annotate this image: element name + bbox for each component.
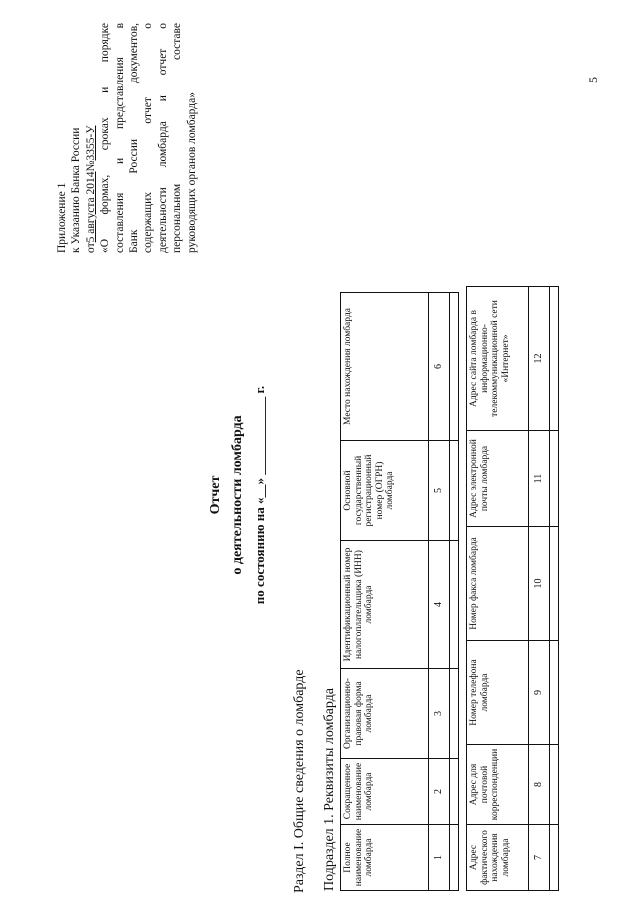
- appendix-last-line: руководящих органов ломбарда»: [185, 92, 198, 253]
- header-cell: Идентификационный номер налогоплательщика (ИНН) ломбарда: [341, 541, 429, 669]
- column-number: 7: [529, 825, 550, 891]
- table-empty-row: [550, 287, 559, 891]
- header-cell: Основной государственный регистрационный номер (ОГРН) ломбарда: [341, 441, 429, 541]
- column-number: 9: [529, 641, 550, 745]
- empty-cell: [450, 759, 459, 825]
- table-header-row: [467, 287, 529, 891]
- appendix-number: 3355-У: [84, 125, 97, 161]
- appendix-date-prefix: от: [84, 242, 97, 253]
- empty-cell: [550, 431, 559, 527]
- appendix-body-line: Банк России документов,: [128, 23, 141, 253]
- column-number: 8: [529, 745, 550, 825]
- section-title: Раздел I. Общие сведения о ломбарде: [292, 669, 307, 893]
- column-number: 11: [529, 431, 550, 527]
- report-date-line: по состоянию на «__» ____________ г.: [252, 385, 267, 605]
- column-number: 5: [429, 441, 450, 541]
- appendix-body-line: деятельности ломбарда и отчет о: [156, 23, 169, 253]
- table-number-row: [429, 293, 450, 891]
- header-cell: Адрес электронной почты ломбарда: [467, 431, 529, 527]
- table-empty-row: [450, 293, 459, 891]
- subsection-title: Подраздел 1. Реквизиты ломбарда: [322, 688, 337, 891]
- appendix-body-line: содержащих отчет о: [142, 23, 155, 253]
- empty-cell: [450, 441, 459, 541]
- requisites-table-2: [466, 286, 559, 891]
- requisites-table-1: [340, 292, 459, 891]
- column-number: 4: [429, 541, 450, 669]
- appendix-line-1: Приложение 1: [56, 182, 68, 253]
- empty-cell: [550, 527, 559, 641]
- appendix-body-line: персональном составе: [171, 23, 184, 253]
- column-number: 6: [429, 293, 450, 441]
- appendix-line-2: к Указанию Банка России: [70, 127, 83, 253]
- header-cell: Место нахождения ломбарда: [341, 293, 429, 441]
- empty-cell: [550, 825, 559, 891]
- column-number: 2: [429, 759, 450, 825]
- report-title: [205, 235, 271, 755]
- header-cell: Адрес сайта ломбарда в информационно-телекоммуникационной сети «Интернет»: [467, 287, 529, 431]
- header-cell: Номер факса ломбарда: [467, 527, 529, 641]
- report-title-line-1: Отчет: [208, 475, 223, 515]
- table-header-row: [341, 293, 429, 891]
- page-number: 5: [586, 77, 600, 83]
- empty-cell: [450, 825, 459, 891]
- column-number: 3: [429, 669, 450, 759]
- column-number: 10: [529, 527, 550, 641]
- appendix-line-3: [84, 23, 98, 253]
- empty-cell: [550, 745, 559, 825]
- report-title-line-2: о деятельности ломбарда: [230, 415, 245, 575]
- appendix-body-line: составления и представления в: [113, 23, 126, 253]
- appendix-block: [55, 23, 199, 253]
- column-number: 1: [429, 825, 450, 891]
- header-cell: Номер телефона ломбарда: [467, 641, 529, 745]
- header-cell: Полное наименование ломбарда: [341, 825, 429, 891]
- appendix-body-line: «О формах, сроках и порядке: [99, 23, 112, 253]
- column-number: 12: [529, 287, 550, 431]
- empty-cell: [450, 669, 459, 759]
- empty-cell: [450, 293, 459, 441]
- header-cell: Сокращенное наименование ломбарда: [341, 759, 429, 825]
- header-cell: Адрес для почтовой корреспонденции: [467, 745, 529, 825]
- table-number-row: [529, 287, 550, 891]
- empty-cell: [450, 541, 459, 669]
- empty-cell: [550, 287, 559, 431]
- header-cell: Организационно-правовая форма ломбарда: [341, 669, 429, 759]
- empty-cell: [550, 641, 559, 745]
- appendix-number-sign: №: [84, 160, 97, 172]
- header-cell: Адрес фактического нахождения ломбарда: [467, 825, 529, 891]
- appendix-date: 5 августа 2014: [84, 171, 97, 243]
